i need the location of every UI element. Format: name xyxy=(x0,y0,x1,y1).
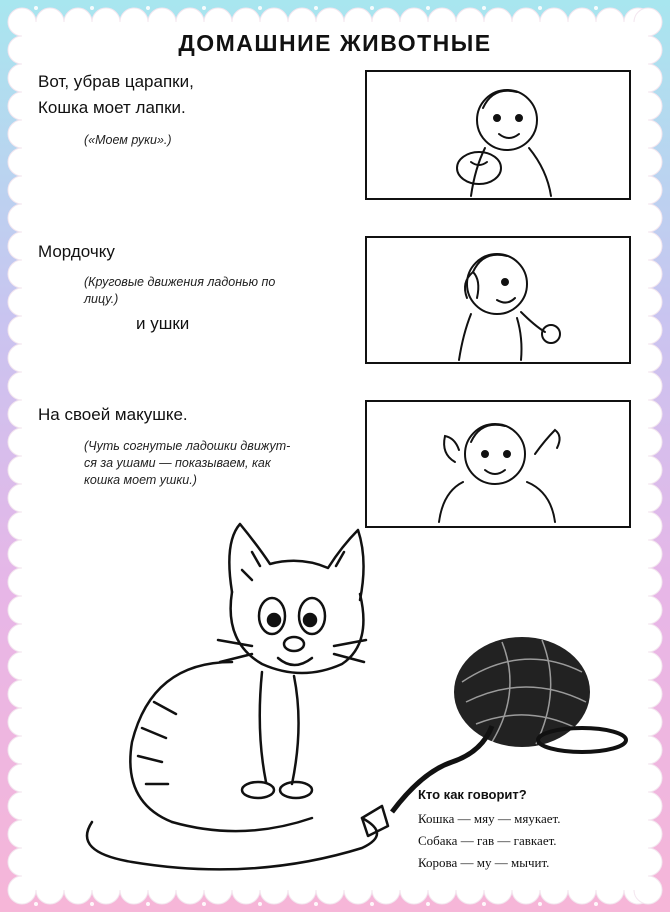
stanza-3-note-line-1: (Чуть согнутые ладошки движут- xyxy=(84,439,291,453)
animal-sounds-title: Кто как говорит? xyxy=(418,787,527,802)
illustration-washing-hands xyxy=(365,70,631,200)
worksheet-content xyxy=(22,22,648,890)
child-washing-hands-drawing xyxy=(367,72,629,198)
animal-sounds-block xyxy=(418,787,648,874)
cat-drawing xyxy=(87,524,388,869)
stanza-2-line-2: и ушки xyxy=(136,314,190,333)
stanza-1-note: («Моем руки».) xyxy=(84,133,172,147)
stanza-2-note-line-2: лицу.) xyxy=(84,292,119,306)
sound-line-cow: Корова — му — мычит. xyxy=(418,855,550,870)
sound-line-dog: Собака — гав — гавкает. xyxy=(418,833,557,848)
stanza-2-line-1: Мордочку xyxy=(38,242,115,261)
page-title: ДОМАШНИЕ ЖИВОТНЫЕ xyxy=(178,30,492,56)
yarn-ball-drawing xyxy=(392,637,626,812)
stanza-3-note-line-2: ся за ушами — показываем, как xyxy=(84,456,271,470)
illustration-washing-face xyxy=(365,236,631,364)
child-washing-ears-drawing xyxy=(367,402,629,526)
stanza-2-note-line-1: (Круговые движения ладонью по xyxy=(84,275,276,289)
child-washing-face-drawing xyxy=(367,238,629,362)
stanza-1-line-1: Вот, убрав царапки, xyxy=(38,72,194,91)
illustration-washing-ears xyxy=(365,400,631,528)
stanza-3-note-line-3: кошка моет ушки.) xyxy=(84,473,197,487)
stanza-1-line-2: Кошка моет лапки. xyxy=(38,98,186,117)
stanza-3-line-1: На своей макушке. xyxy=(38,405,188,424)
sound-line-cat: Кошка — мяу — мяукает. xyxy=(418,811,561,826)
